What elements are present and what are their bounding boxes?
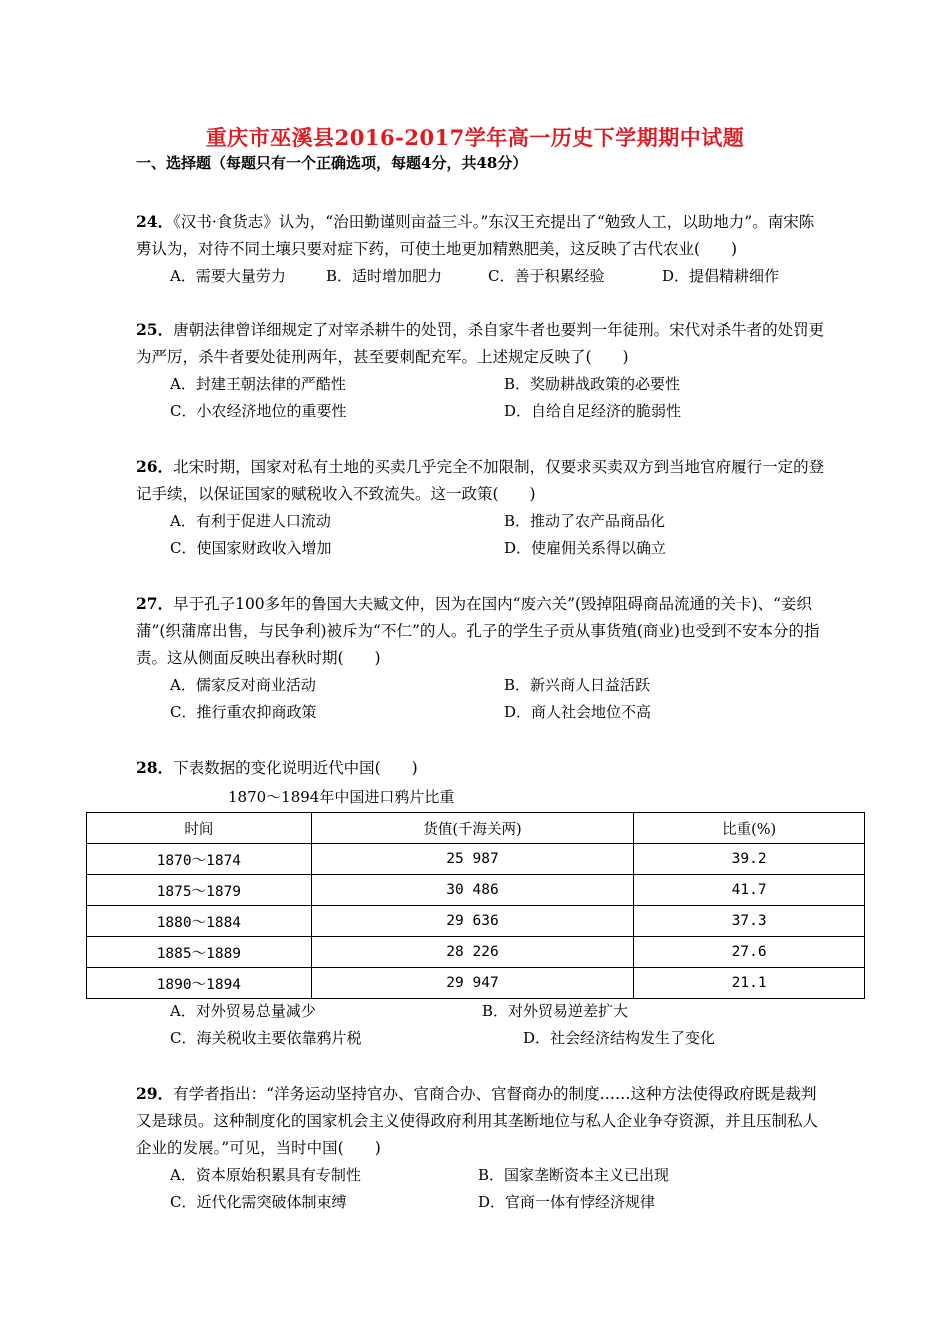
table-cell: 21.1: [634, 968, 865, 999]
option-b[interactable]: B．奖励耕战政策的必要性: [504, 375, 681, 393]
option-d[interactable]: D．使雇佣关系得以确立: [504, 539, 667, 557]
table-cell: 1890～1894: [87, 968, 312, 999]
option-d[interactable]: D．商人社会地位不高: [504, 703, 652, 721]
question-number: 25．: [136, 320, 174, 339]
table-caption: 1870～1894年中国进口鸦片比重: [228, 788, 455, 806]
option-c[interactable]: C．善于积累经验: [488, 267, 605, 285]
table-cell: 39.2: [634, 844, 865, 875]
options-row: [136, 1025, 826, 1052]
question-number: 27．: [136, 594, 174, 613]
options-row: [136, 398, 826, 425]
table-cell: 29 636: [311, 906, 634, 937]
question-28: [136, 754, 826, 782]
question-25: [136, 316, 826, 425]
question-27: [136, 590, 826, 726]
table-row: [87, 937, 865, 968]
question-text: 早于孔子100多年的鲁国大夫臧文仲，因为在国内“废六关”(毁掉阻碍商品流通的关卡)、“妾织蒲”(织蒲席出售，与民争利)被斥为“不仁”的人。孔子的学生子贡从事货殖(商业)也受到不安本分的指责。这从侧面反映出春秋时期( ): [136, 595, 820, 667]
options-row: [136, 699, 826, 726]
option-a[interactable]: A．封建王朝法律的严酷性: [170, 375, 346, 393]
option-a[interactable]: A．儒家反对商业活动: [170, 676, 316, 694]
table-cell: 1875～1879: [87, 875, 312, 906]
question-stem: [136, 453, 826, 508]
option-a[interactable]: A．资本原始积累具有专制性: [170, 1166, 361, 1184]
options-row: [136, 263, 826, 290]
column-header: 比重(%): [634, 813, 865, 844]
option-d[interactable]: D．提倡精耕细作: [662, 267, 780, 285]
question-26: [136, 453, 826, 562]
option-b[interactable]: B．适时增加肥力: [326, 267, 443, 285]
table-header-row: [87, 813, 865, 844]
options-row: [136, 672, 826, 699]
question-text: 下表数据的变化说明近代中国( ): [173, 759, 418, 777]
table-cell: 28 226: [311, 937, 634, 968]
page-title: 重庆市巫溪县2016-2017学年高一历史下学期期中试题: [205, 125, 745, 150]
option-c[interactable]: C．小农经济地位的重要性: [170, 402, 347, 420]
table-row: [87, 844, 865, 875]
option-a[interactable]: A．需要大量劳力: [170, 267, 286, 285]
question-24: [136, 208, 826, 290]
options-row: [136, 998, 826, 1025]
option-d[interactable]: D．官商一体有悖经济规律: [478, 1193, 656, 1211]
question-text: 唐朝法律曾详细规定了对宰杀耕牛的处罚，杀自家牛者也要判一年徒刑。宋代对杀牛者的处罚更为严厉，杀牛者要处徒刑两年，甚至要刺配充军。上述规定反映了( ): [136, 321, 825, 366]
question-number: 26．: [136, 457, 174, 476]
question-text: 有学者指出：“洋务运动坚持官办、官商合办、官督商办的制度……这种方法使得政府既是裁判又是球员。这种制度化的国家机会主义使得政府利用其垄断地位与私人企业争夺资源，并且压制私人企业的发展。”可见，当时中国( ): [136, 1085, 819, 1157]
options-row: [136, 508, 826, 535]
table-cell: 37.3: [634, 906, 865, 937]
question-text: 《汉书·食货志》认为，“治田勤谨则亩益三斗。”东汉王充提出了“勉致人工，以助地力”。南宋陈旉认为，对待不同土壤只要对症下药，可使土地更加精熟肥美，这反映了古代农业( ): [136, 213, 815, 258]
table-cell: 1870～1874: [87, 844, 312, 875]
column-header: 货值(千海关两): [311, 813, 634, 844]
options-row: [136, 1162, 826, 1189]
table-cell: 1885～1889: [87, 937, 312, 968]
option-b[interactable]: B．推动了农产品商品化: [504, 512, 666, 530]
option-a[interactable]: A．有利于促进人口流动: [170, 512, 331, 530]
table-cell: 1880～1884: [87, 906, 312, 937]
question-stem: [136, 590, 826, 672]
question-29: [136, 1080, 826, 1216]
question-number: 24．: [136, 212, 174, 231]
option-c[interactable]: C．推行重农抑商政策: [170, 703, 317, 721]
option-c[interactable]: C．海关税收主要依靠鸦片税: [170, 1029, 362, 1047]
question-stem: [136, 754, 826, 782]
table-row: [87, 906, 865, 937]
option-b[interactable]: B．对外贸易逆差扩大: [482, 1002, 629, 1020]
question-stem: [136, 1080, 826, 1162]
table-row: [87, 968, 865, 999]
option-d[interactable]: D．社会经济结构发生了变化: [523, 1029, 716, 1047]
table-cell: 25 987: [311, 844, 634, 875]
table-row: [87, 875, 865, 906]
option-c[interactable]: C．近代化需突破体制束缚: [170, 1193, 347, 1211]
question-stem: [136, 316, 826, 371]
option-a[interactable]: A．对外贸易总量减少: [170, 1002, 316, 1020]
question-text: 北宋时期，国家对私有土地的买卖几乎完全不加限制，仅要求买卖双方到当地官府履行一定的登记手续，以保证国家的赋税收入不致流失。这一政策( ): [136, 458, 825, 503]
table-cell: 27.6: [634, 937, 865, 968]
question-stem: [136, 208, 826, 263]
table-cell: 41.7: [634, 875, 865, 906]
column-header: 时间: [87, 813, 312, 844]
option-c[interactable]: C．使国家财政收入增加: [170, 539, 332, 557]
opium-import-table: [86, 812, 865, 999]
option-b[interactable]: B．国家垄断资本主义已出现: [478, 1166, 670, 1184]
options-row: [136, 1189, 826, 1216]
option-b[interactable]: B．新兴商人日益活跃: [504, 676, 651, 694]
options-row: [136, 535, 826, 562]
question-number: 28．: [136, 758, 174, 777]
table-cell: 29 947: [311, 968, 634, 999]
question-28-options: [136, 998, 826, 1052]
question-number: 29．: [136, 1084, 174, 1103]
section-heading: 一、选择题（每题只有一个正确选项，每题4分，共48分）: [136, 154, 528, 172]
table-cell: 30 486: [311, 875, 634, 906]
options-row: [136, 371, 826, 398]
option-d[interactable]: D．自给自足经济的脆弱性: [504, 402, 682, 420]
